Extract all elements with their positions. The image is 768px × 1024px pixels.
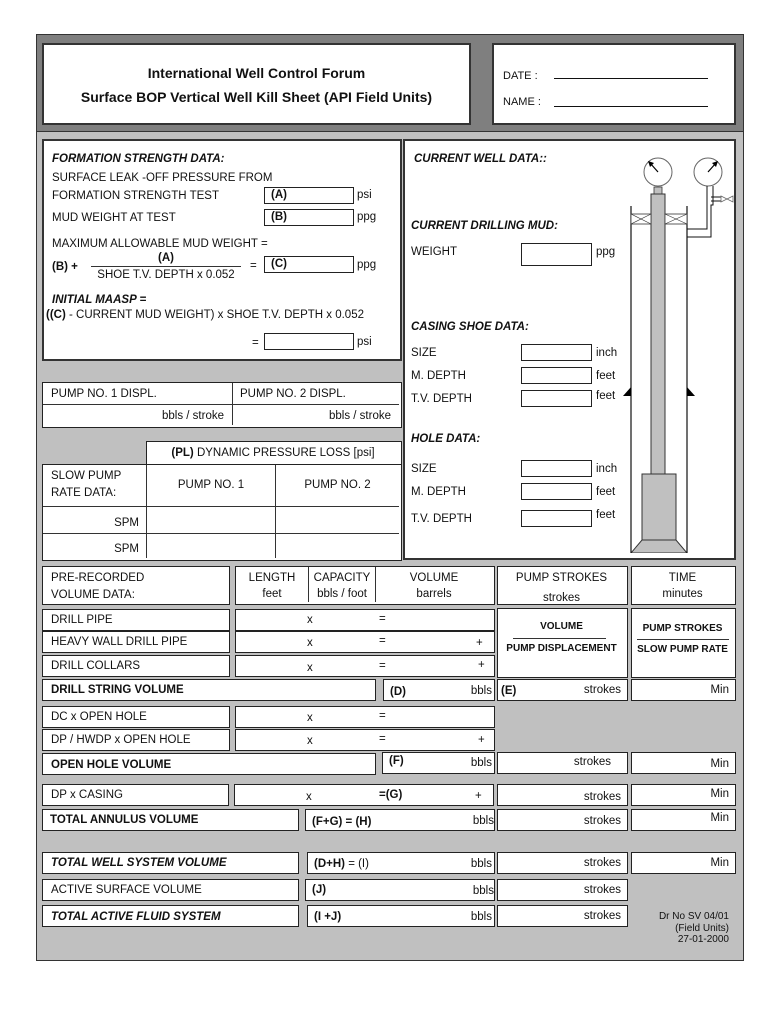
maasp-unit: psi — [357, 336, 372, 348]
mud-weight-input[interactable] — [521, 243, 592, 266]
field-b-tag: (B) — [271, 211, 287, 223]
unit-psi: psi — [357, 189, 372, 201]
unit-bbls: bbls — [470, 757, 492, 769]
slow-pump-label-1: SLOW PUMP — [51, 470, 122, 482]
time-formula-num: PUMP STROKES — [642, 623, 723, 634]
hole-md-label: M. DEPTH — [411, 486, 466, 498]
casing-size-input[interactable] — [521, 344, 592, 361]
row-hwdp — [42, 631, 230, 653]
drill-pipe-calc[interactable] — [235, 609, 495, 631]
leak-off-label-2: FORMATION STRENGTH TEST — [52, 190, 219, 202]
time-formula-box — [631, 608, 736, 678]
title-box — [42, 43, 471, 125]
col-pump2: PUMP NO. 2 — [304, 479, 371, 491]
plus-sign: + — [475, 790, 482, 802]
fraction-denominator: SHOE T.V. DEPTH x 0.052 — [97, 269, 235, 281]
maasp-c: ((C) — [46, 309, 66, 321]
tag-d: (D) — [390, 686, 406, 698]
hwdp-label: HEAVY WALL DRILL PIPE — [51, 636, 188, 648]
current-well-heading: CURRENT WELL DATA:: — [414, 153, 547, 165]
casing-md-label: M. DEPTH — [411, 370, 466, 382]
pump2-displ-input[interactable]: bbls / stroke — [329, 410, 391, 422]
drill-pipe-label: DRILL PIPE — [51, 614, 113, 626]
pump2-displ-label: PUMP NO. 2 DISPL. — [240, 388, 346, 400]
row-total-annulus-volume — [42, 809, 299, 831]
plus-sign: + — [478, 659, 485, 671]
org-title: International Well Control Forum — [147, 65, 366, 81]
doc-units: (Field Units) — [675, 923, 729, 934]
active-surface-volume-input[interactable] — [305, 879, 495, 901]
total-annulus-label: TOTAL ANNULUS VOLUME — [50, 814, 199, 826]
tag-h: (F+G) = (H) — [312, 816, 372, 828]
total-annulus-volume-input[interactable] — [305, 809, 495, 831]
spm-label-2: SPM — [114, 543, 139, 555]
casing-tvd-input[interactable] — [521, 390, 592, 407]
field-b-input[interactable] — [264, 209, 354, 226]
col-volume: VOLUME — [409, 572, 459, 584]
unit-min: Min — [710, 684, 729, 696]
strokes-formula-den: PUMP DISPLACEMENT — [506, 643, 617, 654]
formation-strength-panel — [42, 139, 402, 361]
open-hole-strokes-input[interactable] — [497, 752, 628, 774]
mud-weight-test-label: MUD WEIGHT AT TEST — [52, 212, 176, 224]
formation-heading: FORMATION STRENGTH DATA: — [52, 153, 225, 165]
pl-pump1-spm1-input[interactable] — [147, 507, 275, 533]
unit-strokes: strokes — [583, 884, 621, 896]
strokes-formula-line — [513, 638, 606, 639]
x-sign: x — [307, 614, 313, 626]
hole-data-heading: HOLE DATA: — [411, 433, 481, 445]
pl-pump1-spm2-input[interactable] — [147, 534, 275, 558]
unit-min: Min — [710, 812, 729, 824]
pump-row-divider — [43, 404, 399, 405]
x-sign: x — [306, 791, 312, 803]
pl-prefix: (PL) — [171, 447, 194, 459]
hole-md-unit: feet — [596, 486, 616, 498]
col-volume-unit: barrels — [416, 588, 452, 600]
x-sign: x — [307, 637, 313, 649]
x-sign: x — [307, 712, 313, 724]
name-field[interactable] — [554, 106, 708, 107]
row-open-hole-volume — [42, 753, 376, 775]
eq-sign: = — [379, 635, 386, 647]
col-strokes: PUMP STROKES — [515, 572, 608, 584]
casing-tvd-label: T.V. DEPTH — [411, 393, 472, 405]
pl-title: DYNAMIC PRESSURE LOSS [psi] — [193, 447, 375, 459]
b-plus: (B) + — [52, 261, 78, 273]
casing-md-input[interactable] — [521, 367, 592, 384]
hole-tvd-unit: feet — [596, 509, 616, 521]
hole-tvd-input[interactable] — [521, 510, 592, 527]
strokes-formula-box — [497, 608, 628, 678]
name-label: NAME : — [503, 96, 541, 108]
drill-string-label: DRILL STRING VOLUME — [51, 684, 184, 696]
unit-bbls: bbls — [472, 815, 494, 827]
pl-pump2-spm1-input[interactable] — [276, 507, 399, 533]
dp-casing-calc[interactable] — [234, 784, 494, 806]
equals-sign: = — [250, 260, 257, 272]
spm-label-1: SPM — [114, 517, 139, 529]
mud-weight-label: WEIGHT — [411, 246, 457, 258]
total-well-label: TOTAL WELL SYSTEM VOLUME — [51, 857, 227, 869]
tag-i-plus-j: (I +J) — [314, 911, 342, 923]
total-active-strokes-input[interactable] — [497, 905, 628, 927]
row-drill-pipe — [42, 609, 230, 631]
slow-pump-label-2: RATE DATA: — [51, 487, 117, 499]
unit-strokes: strokes — [583, 815, 621, 827]
unit-bbls: bbls — [472, 885, 494, 897]
col-strokes-unit: strokes — [542, 592, 581, 604]
drill-string-time-input[interactable] — [631, 679, 736, 701]
row-drill-string-volume — [42, 679, 376, 701]
total-annulus-time-input[interactable] — [631, 809, 736, 831]
unit-bbls: bbls — [470, 685, 492, 697]
unit-bbls: bbls — [470, 858, 492, 870]
tag-j: (J) — [312, 884, 327, 896]
time-formula-den: SLOW PUMP RATE — [637, 644, 728, 655]
dp-casing-time-input[interactable] — [631, 784, 736, 806]
date-name-box — [492, 43, 736, 125]
max-allowable-label: MAXIMUM ALLOWABLE MUD WEIGHT = — [52, 238, 268, 250]
casing-shoe-heading: CASING SHOE DATA: — [411, 321, 529, 333]
row-dp-hwdp-open-hole — [42, 729, 230, 751]
slow-pump-rate-table — [42, 464, 402, 561]
time-header — [631, 566, 736, 605]
maasp-formula: - CURRENT MUD WEIGHT) x SHOE T.V. DEPTH x 0.052 — [65, 309, 364, 321]
hole-size-label: SIZE — [411, 463, 437, 475]
eq-sign: = — [379, 710, 386, 722]
maasp-heading: INITIAL MAASP = — [52, 294, 147, 306]
maasp-equals: = — [252, 337, 259, 349]
tag-e: (E) — [501, 685, 517, 697]
hwdp-calc[interactable] — [235, 631, 495, 653]
x-sign: x — [307, 662, 313, 674]
fraction-line — [91, 266, 241, 267]
tag-g: =(G) — [379, 789, 403, 801]
pump-displacement-table — [42, 382, 402, 428]
casing-tvd-unit: feet — [596, 390, 616, 402]
unit-strokes: strokes — [573, 756, 611, 768]
casing-size-unit: inch — [596, 347, 618, 359]
drilling-mud-heading: CURRENT DRILLING MUD: — [411, 220, 558, 232]
dp-oh-label: DP / HWDP x OPEN HOLE — [51, 734, 191, 746]
pump1-displ-label: PUMP NO. 1 DISPL. — [51, 388, 157, 400]
hole-size-unit: inch — [596, 463, 618, 475]
hole-md-input[interactable] — [521, 483, 592, 500]
eq-sign: = — [379, 613, 386, 625]
sheet-title: Surface BOP Vertical Well Kill Sheet (API Field Units) — [80, 89, 433, 105]
dp-casing-strokes-input[interactable] — [497, 784, 628, 806]
field-c-tag: (C) — [271, 258, 287, 270]
unit-strokes: strokes — [583, 910, 621, 922]
col-capacity: CAPACITY — [313, 572, 371, 584]
total-active-volume-input[interactable] — [307, 905, 495, 927]
unit-ppg: ppg — [357, 211, 377, 223]
row-dc-open-hole — [42, 706, 230, 728]
tag-d-plus-h: (D+H) — [314, 858, 345, 870]
col-pump1: PUMP NO. 1 — [177, 479, 245, 491]
plus-sign: + — [478, 734, 485, 746]
pre-recorded-label-1: PRE-RECORDED — [51, 572, 145, 584]
drill-string-volume-input[interactable] — [383, 679, 495, 701]
total-well-volume-input[interactable] — [307, 852, 495, 874]
strokes-formula-num: VOLUME — [540, 621, 583, 632]
col-time-unit: minutes — [662, 588, 703, 600]
pump-strokes-header — [497, 566, 628, 605]
leak-off-label-1: SURFACE LEAK -OFF PRESSURE FROM — [52, 172, 273, 184]
doc-number: Dr No SV 04/01 — [658, 911, 729, 922]
drill-string-strokes-input[interactable] — [497, 679, 628, 701]
dc-oh-label: DC x OPEN HOLE — [51, 711, 147, 723]
unit-min: Min — [710, 857, 729, 869]
open-hole-time-input[interactable] — [631, 752, 736, 774]
eq-sign: = — [379, 660, 386, 672]
total-annulus-strokes-input[interactable] — [497, 809, 628, 831]
tag-f: (F) — [389, 755, 404, 767]
col-length: LENGTH — [248, 572, 296, 584]
casing-md-unit: feet — [596, 370, 616, 382]
drill-collars-label: DRILL COLLARS — [51, 660, 141, 672]
x-sign: x — [307, 735, 313, 747]
row-dp-casing — [42, 784, 229, 806]
active-surface-label: ACTIVE SURFACE VOLUME — [51, 884, 202, 896]
pump1-displ-input[interactable]: bbls / stroke — [162, 410, 224, 422]
tag-i: = (I) — [345, 858, 369, 870]
pre-recorded-label-2: VOLUME DATA: — [51, 589, 135, 601]
total-well-time-input[interactable] — [631, 852, 736, 874]
active-surface-strokes-input[interactable] — [497, 879, 628, 901]
total-well-strokes-input[interactable] — [497, 852, 628, 874]
unit-ppg-c: ppg — [357, 259, 377, 271]
maasp-input[interactable] — [264, 333, 354, 350]
unit-bbls: bbls — [470, 911, 492, 923]
mud-weight-unit: ppg — [596, 246, 616, 258]
dp-casing-label: DP x CASING — [51, 789, 123, 801]
dc-oh-calc[interactable] — [235, 706, 495, 728]
eq-sign: = — [379, 733, 386, 745]
col-length-unit: feet — [262, 588, 282, 600]
volume-columns-header — [235, 566, 495, 605]
doc-date: 27-01-2000 — [677, 934, 729, 945]
field-a-input[interactable] — [264, 187, 354, 204]
hole-size-input[interactable] — [521, 460, 592, 477]
open-hole-label: OPEN HOLE VOLUME — [51, 759, 172, 771]
dynamic-pressure-loss-header — [146, 441, 402, 466]
well-diagram-icon — [623, 151, 735, 553]
col-time: TIME — [668, 572, 697, 584]
date-field[interactable] — [554, 78, 708, 79]
row-active-surface-volume — [42, 879, 299, 901]
fraction-numerator: (A) — [158, 252, 174, 264]
total-active-label: TOTAL ACTIVE FLUID SYSTEM — [51, 911, 221, 923]
hole-tvd-label: T.V. DEPTH — [411, 513, 472, 525]
field-a-tag: (A) — [271, 189, 287, 201]
unit-min: Min — [710, 788, 729, 800]
pl-pump2-spm2-input[interactable] — [276, 534, 399, 558]
current-well-panel — [403, 139, 736, 560]
unit-strokes: strokes — [583, 791, 621, 803]
field-c-input[interactable] — [264, 256, 354, 273]
row-total-well-system-volume — [42, 852, 299, 874]
dp-oh-calc[interactable] — [235, 729, 495, 751]
drill-collars-calc[interactable] — [235, 655, 495, 677]
row-drill-collars — [42, 655, 230, 677]
unit-strokes: strokes — [583, 857, 621, 869]
date-label: DATE : — [503, 70, 538, 82]
plus-sign: + — [476, 637, 483, 649]
row-total-active-fluid-system — [42, 905, 299, 927]
unit-strokes: strokes — [583, 684, 621, 696]
open-hole-volume-input[interactable] — [382, 752, 495, 774]
casing-size-label: SIZE — [411, 347, 437, 359]
col-capacity-unit: bbls / foot — [317, 588, 367, 600]
unit-min: Min — [710, 758, 729, 770]
time-formula-line — [637, 639, 729, 640]
pre-recorded-header — [42, 566, 230, 605]
